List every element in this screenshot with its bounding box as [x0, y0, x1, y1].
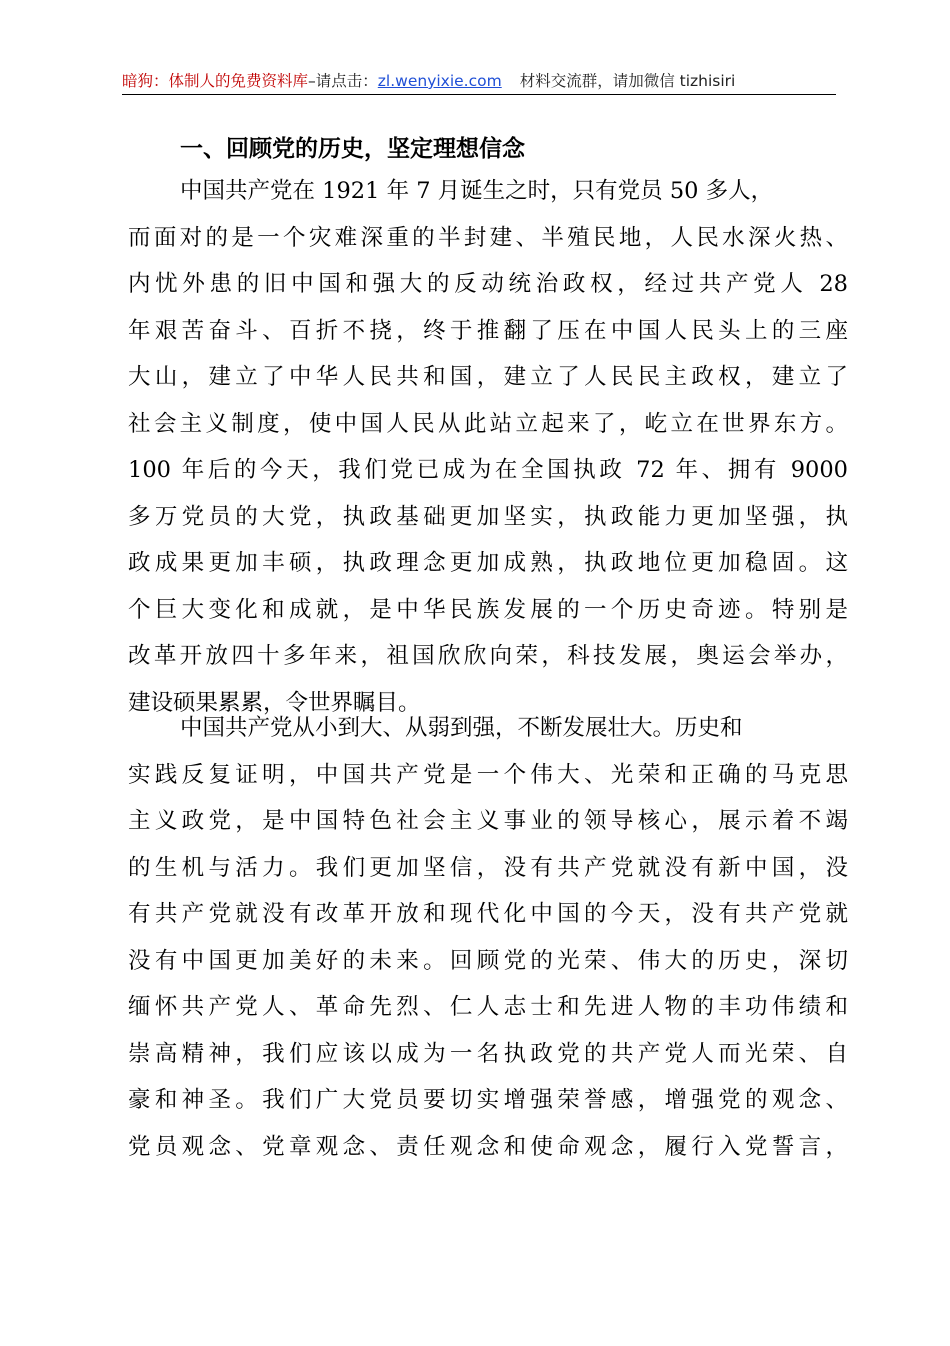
header-group-note: 材料交流群，请加微信 tizhisiri — [519, 72, 736, 90]
paragraph-line: 主义政党，是中国特色社会主义事业的领导核心，展示着不竭 — [128, 808, 848, 834]
paragraph-line: 缅怀共产党人、革命先烈、仁人志士和先进人物的丰功伟绩和 — [128, 994, 848, 1020]
paragraph-line: 的生机与活力。我们更加坚信，没有共产党就没有新中国，没 — [128, 854, 848, 881]
paragraph-line: 实践反复证明，中国共产党是一个伟大、光荣和正确的马克思 — [128, 761, 848, 788]
paragraph-line: 有共产党就没有改革开放和现代化中国的今天，没有共产党就 — [128, 901, 848, 927]
paragraph-line: 豪和神圣。我们广大党员要切实增强荣誉感，增强党的观念、 — [128, 1087, 848, 1113]
paragraph-line: 党员观念、党章观念、责任观念和使命观念，履行入党誓言， — [128, 1133, 848, 1160]
paragraph-line: 中国共产党从小到大、从弱到强，不断发展壮大。历史和 — [180, 715, 743, 741]
paragraph-line: 建设硕果累累，令世界瞩目。 — [128, 689, 421, 716]
paragraph-line: 而面对的是一个灾难深重的半封建、半殖民地，人民水深火热、 — [128, 224, 848, 251]
paragraph-line: 政成果更加丰硕，执政理念更加成熟，执政地位更加稳固。这 — [128, 550, 848, 576]
paragraph-line: 100 年后的今天，我们党已成为在全国执政 72 年、拥有 9000 — [128, 457, 848, 483]
paragraph-line: 崇高精神，我们应该以成为一名执政党的共产党人而光荣、自 — [128, 1040, 848, 1067]
paragraph-line: 多万党员的大党，执政基础更加坚实，执政能力更加坚强，执 — [128, 503, 848, 530]
paragraph-1 — [128, 168, 848, 726]
header-promo-text: 暗狗：体制人的免费资料库 — [122, 72, 309, 90]
paragraph-line: 内忧外患的旧中国和强大的反动统治政权，经过共产党人 28 — [128, 271, 848, 297]
paragraph-line: 年艰苦奋斗、百折不挠，终于推翻了压在中国人民头上的三座 — [128, 317, 848, 344]
paragraph-line: 没有中国更加美好的未来。回顾党的光荣、伟大的历史，深切 — [128, 947, 848, 974]
section-heading: 一、回顾党的历史，坚定理想信念 — [180, 136, 525, 162]
paragraph-line: 改革开放四十多年来，祖国欣欣向荣，科技发展，奥运会举办， — [128, 643, 848, 669]
page-header — [122, 70, 836, 95]
paragraph-line: 中国共产党在 1921 年 7 月诞生之时，只有党员 50 多人， — [180, 178, 774, 204]
header-site-link[interactable]: zl.wenyixie.com — [377, 72, 502, 90]
paragraph-2 — [128, 705, 848, 1170]
paragraph-line: 社会主义制度，使中国人民从此站立起来了，屹立在世界东方。 — [128, 410, 848, 437]
header-click-label: –请点击： — [308, 72, 378, 90]
paragraph-line: 个巨大变化和成就，是中华民族发展的一个历史奇迹。特别是 — [128, 596, 848, 623]
paragraph-line: 大山，建立了中华人民共和国，建立了人民民主政权，建立了 — [128, 364, 848, 390]
